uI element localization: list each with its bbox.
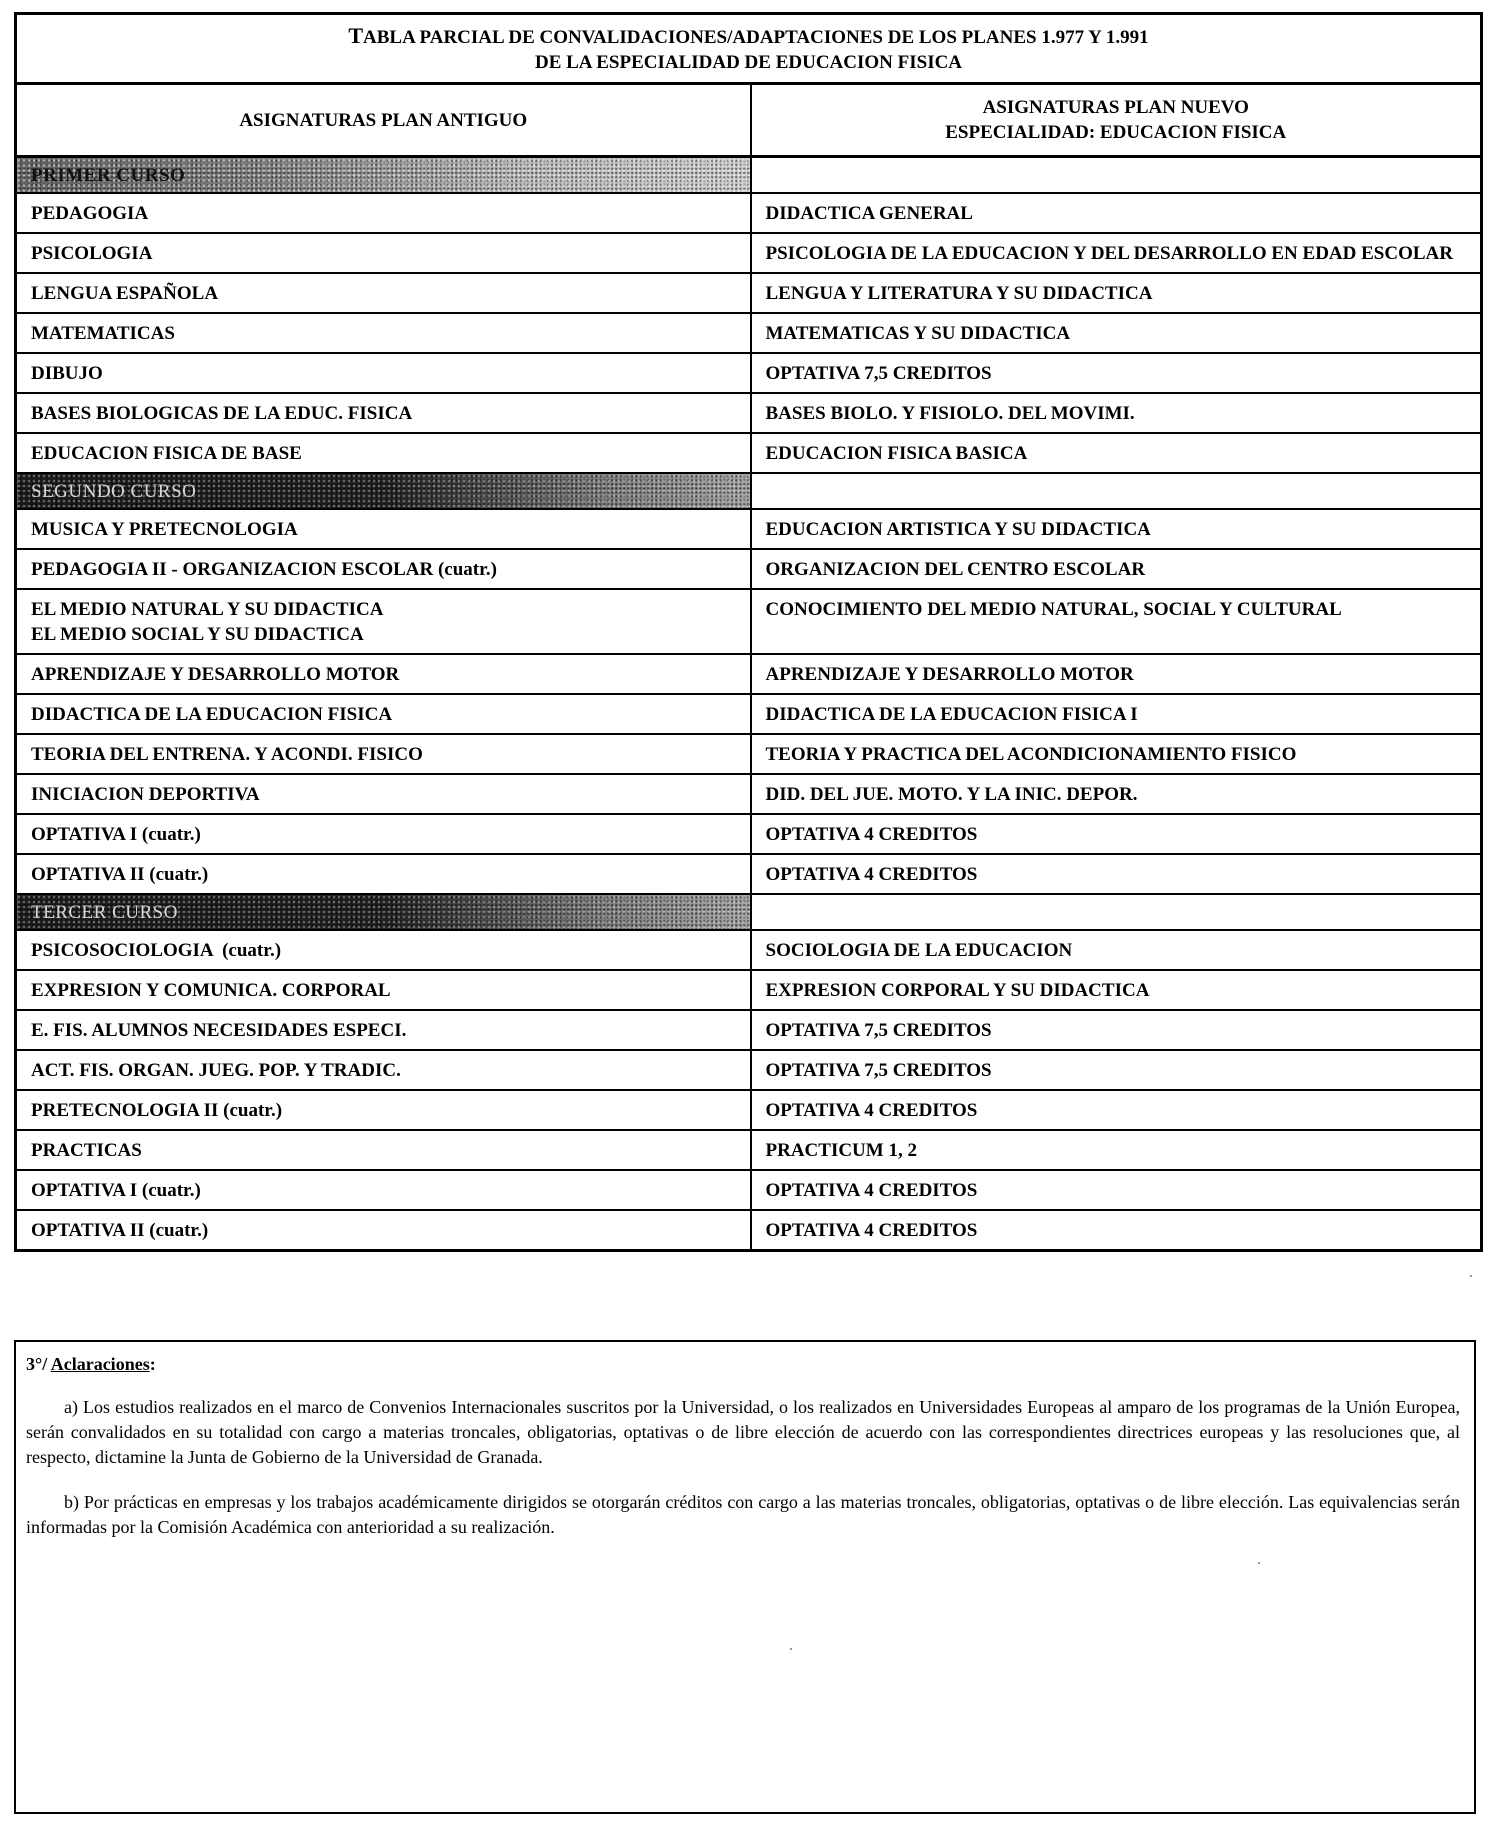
notes-heading-colon: :: [149, 1354, 156, 1374]
new-subject: PRACTICUM 1, 2: [751, 1130, 1482, 1170]
old-subject: DIDACTICA DE LA EDUCACION FISICA: [16, 694, 751, 734]
new-subject: OPTATIVA 7,5 CREDITOS: [751, 1010, 1482, 1050]
section-label-cell: [16, 157, 751, 194]
new-subject: MATEMATICAS Y SU DIDACTICA: [751, 313, 1482, 353]
new-subject: EDUCACION FISICA BASICA: [751, 433, 1482, 473]
table-row: [16, 1050, 1482, 1090]
section-label: SEGUNDO CURSO: [31, 481, 197, 502]
scan-speck: [790, 1648, 792, 1650]
new-subject: OPTATIVA 4 CREDITOS: [751, 1210, 1482, 1251]
old-subject: PRETECNOLOGIA II (cuatr.): [16, 1090, 751, 1130]
new-subject: OPTATIVA 7,5 CREDITOS: [751, 353, 1482, 393]
old-subject: OPTATIVA II (cuatr.): [16, 854, 751, 894]
notes-number: 3°/: [26, 1354, 48, 1374]
section-row-segundo-curso: [16, 473, 1482, 509]
old-subject: E. FIS. ALUMNOS NECESIDADES ESPECI.: [16, 1010, 751, 1050]
section-label: PRIMER CURSO: [31, 165, 186, 186]
table-row: [16, 970, 1482, 1010]
table-row: [16, 393, 1482, 433]
new-subject: CONOCIMIENTO DEL MEDIO NATURAL, SOCIAL Y CULTURAL: [751, 589, 1482, 654]
table-row: [16, 1210, 1482, 1251]
old-subject: EDUCACION FISICA DE BASE: [16, 433, 751, 473]
notes-heading: [26, 1352, 1460, 1377]
old-subject: INICIACION DEPORTIVA: [16, 774, 751, 814]
new-subject: BASES BIOLO. Y FISIOLO. DEL MOVIMI.: [751, 393, 1482, 433]
old-subject: MUSICA Y PRETECNOLOGIA: [16, 509, 751, 549]
table-row: [16, 433, 1482, 473]
section-empty-cell: [751, 473, 1482, 509]
table-row: [16, 233, 1482, 273]
scan-speck: [1470, 1275, 1472, 1277]
new-subject: DIDACTICA DE LA EDUCACION FISICA I: [751, 694, 1482, 734]
notes-box: [14, 1340, 1476, 1814]
new-subject: TEORIA Y PRACTICA DEL ACONDICIONAMIENTO FISICO: [751, 734, 1482, 774]
new-subject: PSICOLOGIA DE LA EDUCACION Y DEL DESARROLLO EN EDAD ESCOLAR: [751, 233, 1482, 273]
section-row-tercer-curso: [16, 894, 1482, 930]
new-subject: DIDACTICA GENERAL: [751, 193, 1482, 233]
old-subject: BASES BIOLOGICAS DE LA EDUC. FISICA: [16, 393, 751, 433]
table-title-lead: T: [348, 23, 364, 48]
table-row: [16, 273, 1482, 313]
old-subject-line-2: EL MEDIO SOCIAL Y SU DIDACTICA: [31, 624, 364, 645]
table-row: [16, 654, 1482, 694]
table-row: [16, 854, 1482, 894]
notes-heading-label: Aclaraciones: [50, 1354, 150, 1374]
table-row: [16, 549, 1482, 589]
new-subject: OPTATIVA 4 CREDITOS: [751, 1090, 1482, 1130]
table-row: [16, 774, 1482, 814]
old-subject: OPTATIVA I (cuatr.): [16, 1170, 751, 1210]
table-row: [16, 353, 1482, 393]
table-row: [16, 509, 1482, 549]
column-header-row: [16, 84, 1482, 157]
table-row: [16, 1170, 1482, 1210]
table-title: [16, 14, 1482, 84]
new-subject: OPTATIVA 4 CREDITOS: [751, 1170, 1482, 1210]
new-subject: LENGUA Y LITERATURA Y SU DIDACTICA: [751, 273, 1482, 313]
old-subject-line-1: EL MEDIO NATURAL Y SU DIDACTICA: [31, 599, 384, 620]
old-subject: DIBUJO: [16, 353, 751, 393]
old-subject: TEORIA DEL ENTRENA. Y ACONDI. FISICO: [16, 734, 751, 774]
old-subject: OPTATIVA II (cuatr.): [16, 1210, 751, 1251]
section-row-primer-curso: [16, 157, 1482, 194]
section-empty-cell: [751, 157, 1482, 194]
new-subject: APRENDIZAJE Y DESARROLLO MOTOR: [751, 654, 1482, 694]
old-subject: OPTATIVA I (cuatr.): [16, 814, 751, 854]
old-subject: LENGUA ESPAÑOLA: [16, 273, 751, 313]
notes-paragraph-b: b) Por prácticas en empresas y los trabajos académicamente dirigidos se otorgarán créditos con cargo a las materias troncales, obligatorias, optativas o de libre elección. Las equivalencias serán informadas por la Comisión Académica con anterioridad a su realización.: [26, 1492, 1460, 1537]
table-row: [16, 1130, 1482, 1170]
column-header-old-plan: [16, 84, 751, 157]
column-header-new-label-2: ESPECIALIDAD: EDUCACION FISICA: [945, 122, 1287, 143]
column-header-new-label-1: ASIGNATURAS PLAN NUEVO: [982, 97, 1249, 118]
new-subject: OPTATIVA 4 CREDITOS: [751, 854, 1482, 894]
table-row: [16, 313, 1482, 353]
new-subject: SOCIOLOGIA DE LA EDUCACION: [751, 930, 1482, 970]
old-subject: PEDAGOGIA: [16, 193, 751, 233]
old-subject: [16, 589, 751, 654]
new-subject: OPTATIVA 7,5 CREDITOS: [751, 1050, 1482, 1090]
old-subject: PRACTICAS: [16, 1130, 751, 1170]
table-row: [16, 193, 1482, 233]
section-label-cell: [16, 894, 751, 930]
table-row: [16, 814, 1482, 854]
old-subject: PSICOLOGIA: [16, 233, 751, 273]
table-row: [16, 1090, 1482, 1130]
table-row: [16, 694, 1482, 734]
table-row: [16, 930, 1482, 970]
column-header-old-label: ASIGNATURAS PLAN ANTIGUO: [239, 109, 528, 131]
new-subject: EXPRESION CORPORAL Y SU DIDACTICA: [751, 970, 1482, 1010]
convalidation-table: [14, 12, 1483, 1252]
section-label: TERCER CURSO: [31, 902, 178, 923]
old-subject: MATEMATICAS: [16, 313, 751, 353]
old-subject: ACT. FIS. ORGAN. JUEG. POP. Y TRADIC.: [16, 1050, 751, 1090]
new-subject: ORGANIZACION DEL CENTRO ESCOLAR: [751, 549, 1482, 589]
table-title-line1: ABLA PARCIAL DE CONVALIDACIONES/ADAPTACIONES DE LOS PLANES 1.977 Y 1.991: [363, 27, 1149, 48]
table-title-line2: DE LA ESPECIALIDAD DE EDUCACION FISICA: [534, 52, 963, 73]
notes-paragraph-a: a) Los estudios realizados en el marco de Convenios Internacionales suscritos por la Universidad, o los realizados en Universidades Europeas al amparo de los programas de la Unión Europea, serán convalidados en su totalidad con cargo a materias troncales, obligatorias, optativas o de libre elección de acuerdo con las correspondientes directrices europeas y las resoluciones que, al respecto, dictamine la Junta de Gobierno de la Universidad de Granada.: [26, 1397, 1460, 1467]
new-subject: EDUCACION ARTISTICA Y SU DIDACTICA: [751, 509, 1482, 549]
table-title-row: [16, 14, 1482, 84]
table-row: [16, 734, 1482, 774]
scan-speck: [1258, 1562, 1260, 1564]
old-subject: EXPRESION Y COMUNICA. CORPORAL: [16, 970, 751, 1010]
new-subject: OPTATIVA 4 CREDITOS: [751, 814, 1482, 854]
old-subject: PEDAGOGIA II - ORGANIZACION ESCOLAR (cuatr.): [16, 549, 751, 589]
new-subject: DID. DEL JUE. MOTO. Y LA INIC. DEPOR.: [751, 774, 1482, 814]
section-label-cell: [16, 473, 751, 509]
old-subject: APRENDIZAJE Y DESARROLLO MOTOR: [16, 654, 751, 694]
column-header-new-plan: [751, 84, 1482, 157]
old-subject: PSICOSOCIOLOGIA (cuatr.): [16, 930, 751, 970]
section-empty-cell: [751, 894, 1482, 930]
table-row: [16, 1010, 1482, 1050]
table-row: [16, 589, 1482, 654]
